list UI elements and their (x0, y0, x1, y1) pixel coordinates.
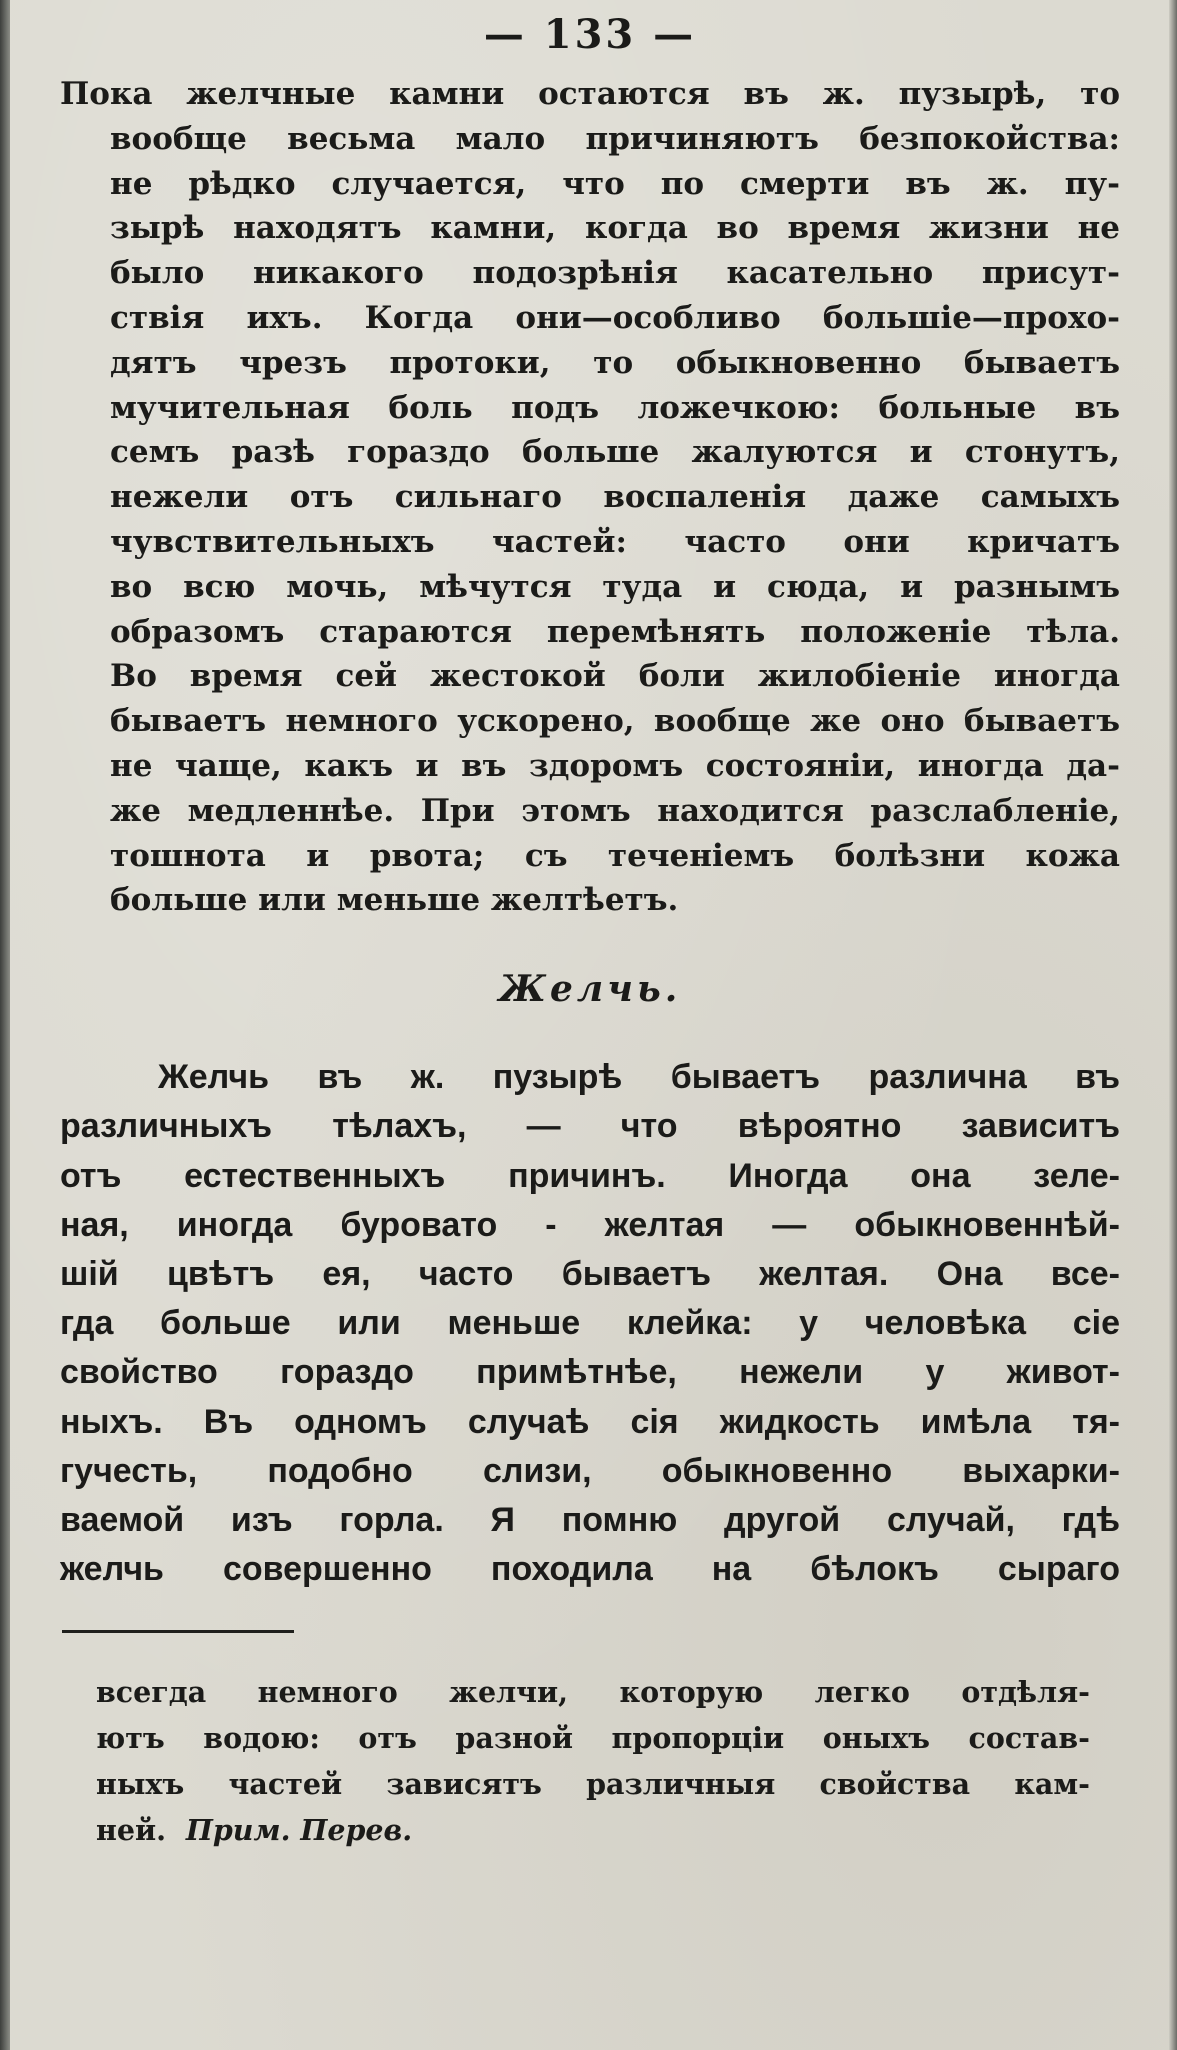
text-line: тошнота и рвота; съ теченіемъ болѣзни кожа (110, 837, 1120, 874)
text-line: свойство гораздо примѣтнѣе, нежели у живот- (60, 1353, 1120, 1392)
text-line: больше или меньше желтѣетъ. (110, 882, 679, 919)
text-line: Желчь въ ж. пузырѣ бываетъ различна въ (158, 1058, 1120, 1097)
text-line: ная, иногда буровато - желтая — обыкновеннѣй- (60, 1205, 1120, 1244)
page-binding-shadow-left (0, 0, 10, 2050)
text-line: желчь совершенно походила на бѣлокъ сыраго (60, 1550, 1120, 1589)
text-line: дятъ чрезъ протоки, то обыкновенно бываетъ (110, 344, 1120, 381)
footnote-line: ютъ водою: отъ разной пропорціи оныхъ состав- (96, 1721, 1090, 1756)
text-line: отъ естественныхъ причинъ. Иногда она зеле- (60, 1156, 1120, 1195)
page-content (60, 10, 1120, 1853)
text-line: семъ разѣ гораздо больше жалуются и стонутъ, (110, 434, 1120, 471)
translator-note-signature: Прим. Перев. (185, 1813, 413, 1848)
paragraph-gallstones (60, 72, 1120, 923)
section-heading: Желчь. (498, 968, 682, 1011)
text-line: различныхъ тѣлахъ, — что вѣроятно зависитъ (60, 1107, 1120, 1146)
text-line: Пока желчные камни остаются въ ж. пузырѣ, то (60, 76, 1120, 112)
footnote-rule (62, 1630, 294, 1633)
text-line: вообще весьма мало причиняютъ безпокойства: (110, 120, 1120, 157)
text-line: во всю мочь, мѣчутся туда и сюда, и разнымъ (110, 568, 1120, 605)
text-line: ствія ихъ. Когда они—особливо большіе—прохо- (110, 299, 1120, 336)
text-line: не чаще, какъ и въ здоромъ состояніи, иногда да- (110, 747, 1120, 784)
text-line: не рѣдко случается, что по смерти въ ж. пу- (110, 165, 1120, 202)
footnote-line: всегда немного желчи, которую легко отдѣля- (96, 1675, 1090, 1710)
text-line: зырѣ находятъ камни, когда во время жизни не (110, 210, 1120, 247)
text-line: нежели отъ сильнаго воспаленія даже самыхъ (110, 479, 1120, 516)
text-line: было никакого подозрѣнія касательно присут- (110, 255, 1120, 292)
text-line: гда больше или меньше клейка: у человѣка сіе (60, 1304, 1120, 1343)
page-edge-right (1169, 0, 1177, 2050)
text-line: же медленнѣе. При этомъ находится разслабленіе, (110, 792, 1120, 829)
text-line: гучесть, подобно слизи, обыкновенно выхарки- (60, 1451, 1120, 1490)
text-line: мучительная боль подъ ложечкою: больные въ (110, 389, 1120, 426)
footnote-last-line (96, 1807, 1090, 1853)
footnote (60, 1669, 1120, 1853)
footnote-last-text: ней. (96, 1813, 167, 1848)
text-line: чувствительныхъ частей: часто они кричатъ (110, 523, 1120, 560)
text-line: ваемой изъ горла. Я помню другой случай, гдѣ (60, 1500, 1120, 1539)
text-line: образомъ стараются перемѣнять положеніе тѣла. (110, 613, 1120, 650)
text-line: бываетъ немного ускорено, вообще же оно бываетъ (110, 703, 1120, 740)
text-line: ныхъ. Въ одномъ случаѣ сія жидкость имѣла тя- (60, 1402, 1120, 1441)
text-line: шій цвѣтъ ея, часто бываетъ желтая. Она все- (60, 1254, 1120, 1293)
text-line: Во время сей жестокой боли жилобіеніе иногда (110, 658, 1120, 695)
footnote-line: ныхъ частей зависятъ различныя свойства кам- (96, 1767, 1090, 1802)
page-number: — 133 — (483, 11, 697, 58)
paragraph-bile (60, 1053, 1120, 1594)
